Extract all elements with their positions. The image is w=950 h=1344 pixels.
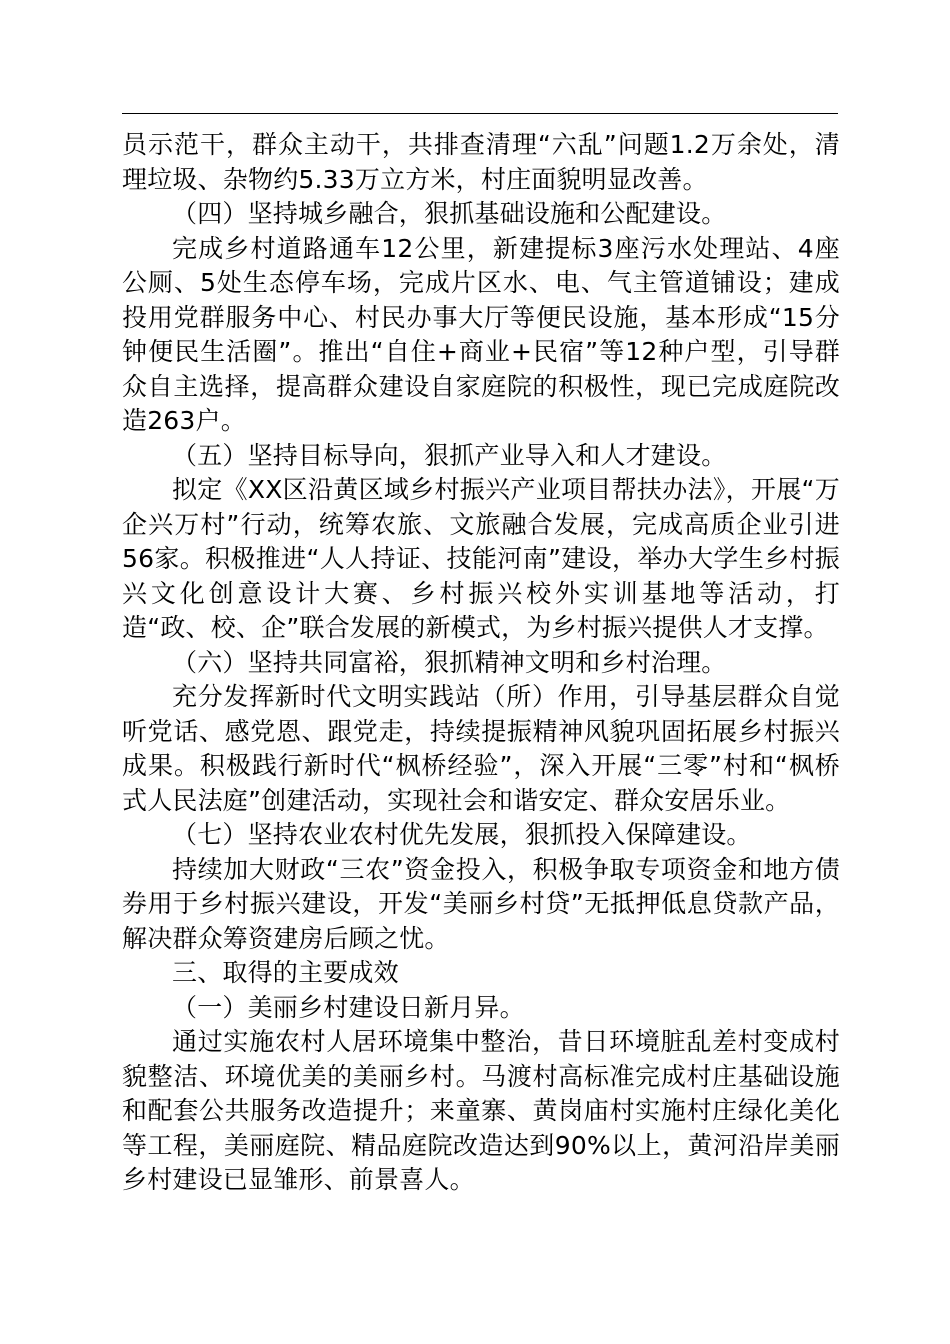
section-heading-7: （七）坚持农业农村优先发展，狠抓投入保障建设。 (172, 820, 752, 849)
paragraph-civilization-governance: 充分发挥新时代文明实践站（所）作用，引导基层群众自觉听党话、感党恩、跟党走，持续提振精神风貌巩固拓展乡村振兴成果。积极践行新时代“枫桥经验”，深入开展“三零”村和“枫桥式人民法庭”创建活动，实现社会和谐安定、群众安居乐业。 (122, 682, 840, 815)
paragraph-infrastructure: 完成乡村道路通车12公里，新建提标3座污水处理站、4座公厕、5处生态停车场，完成片区水、电、气主管道铺设；建成投用党群服务中心、村民办事大厅等便民设施，基本形成“15分钟便民生活圈”。推出“自住+商业+民宿”等12种户型，引导群众自主选择，提高群众建设自家庭院的积极性，现已完成庭院改造263户。 (122, 233, 840, 435)
paragraph-beautiful-village: 通过实施农村人居环境集中整治，昔日环境脏乱差村变成村貌整洁、环境优美的美丽乡村。马渡村高标准完成村庄基础设施和配套公共服务改造提升；来童寨、黄岗庙村实施村庄绿化美化等工程，美丽庭院、精品庭院改造达到90%以上，黄河沿岸美丽乡村建设已显雏形、前景喜人。 (122, 1027, 840, 1194)
paragraph-investment: 持续加大财政“三农”资金投入，积极争取专项资金和地方债券用于乡村振兴建设，开发“美丽乡村贷”无抵押低息贷款产品，解决群众筹资建房后顾之忧。 (122, 854, 840, 953)
paragraph-industry-talent: 拟定《XX区沿黄区域乡村振兴产业项目帮扶办法》，开展“万企兴万村”行动，统筹农旅、文旅融合发展，完成高质企业引进56家。积极推进“人人持证、技能河南”建设，举办大学生乡村振兴文化创意设计大赛、乡村振兴校外实训基地等活动，打造“政、校、企”联合发展的新模式，为乡村振兴提供人才支撑。 (122, 475, 840, 642)
document-body (122, 128, 840, 1198)
header-rule (122, 113, 838, 114)
chapter-heading-3: 三、取得的主要成效 (172, 958, 399, 987)
section-heading-5: （五）坚持目标导向，狠抓产业导入和人才建设。 (172, 440, 727, 470)
section-heading-6: （六）坚持共同富裕，狠抓精神文明和乡村治理。 (172, 647, 727, 677)
section-heading-4: （四）坚持城乡融合，狠抓基础设施和公配建设。 (172, 199, 727, 228)
section-heading-1: （一）美丽乡村建设日新月异。 (172, 992, 525, 1022)
paragraph-continued: 员示范干，群众主动干，共排查清理“六乱”问题1.2万余处，清理垃圾、杂物约5.33万立方米，村庄面貌明显改善。 (122, 130, 840, 194)
